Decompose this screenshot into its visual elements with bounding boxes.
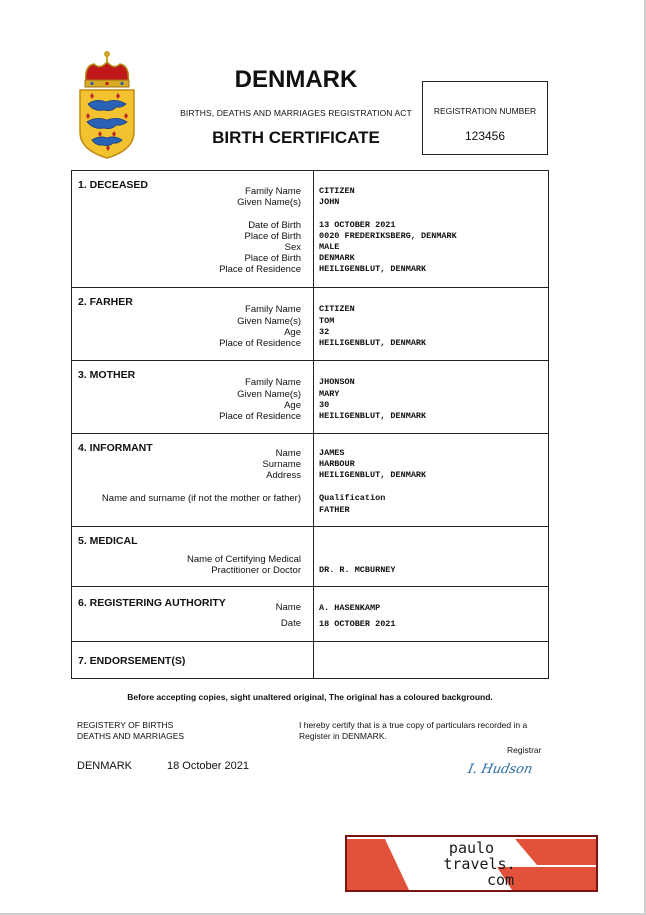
- watermark-text: [347, 840, 596, 888]
- mother-value: JHONSON: [319, 377, 355, 387]
- authority-value: A. HASENKAMP: [319, 603, 381, 613]
- mother-label: Given Name(s): [237, 389, 301, 400]
- table-column-divider: [313, 171, 314, 678]
- registry-line: DEATHS AND MARRIAGES: [77, 731, 185, 741]
- section-heading-registering-authority: 6. REGISTERING AUTHORITY: [78, 597, 226, 609]
- father-value: CITIZEN: [319, 304, 355, 314]
- father-label: Place of Residence: [219, 338, 301, 349]
- deceased-value: JOHN: [319, 197, 340, 207]
- authority-value: 18 OCTOBER 2021: [319, 619, 396, 629]
- informant-label: Name and surname (if not the mother or father): [101, 493, 301, 504]
- certification-statement: [299, 720, 527, 742]
- table-row-divider: [72, 526, 548, 527]
- section-heading-endorsement: 7. ENDORSEMENT(S): [78, 655, 186, 667]
- informant-qualification-label: Qualification: [319, 493, 386, 503]
- section-heading-deceased: 1. DECEASED: [78, 179, 149, 191]
- table-row-divider: [72, 360, 548, 361]
- table-row-divider: [72, 287, 548, 288]
- deceased-value: MALE: [319, 242, 340, 252]
- table-row-divider: [72, 433, 548, 434]
- deceased-value: 13 OCTOBER 2021: [319, 220, 396, 230]
- father-value: HEILIGENBLUT, DENMARK: [319, 338, 427, 348]
- watermark-line: com: [486, 871, 515, 889]
- informant-value: JAMES: [319, 448, 345, 458]
- particulars-table: [71, 170, 549, 679]
- section-heading-mother: 3. MOTHER: [78, 369, 136, 381]
- certificate-title: BIRTH CERTIFICATE: [212, 128, 380, 147]
- registration-number-value: 123456: [464, 129, 506, 143]
- informant-label: Address: [266, 470, 301, 481]
- original-copy-note: Before accepting copies, sight unaltered original, The original has a coloured background.: [127, 692, 493, 702]
- deceased-value: 0020 FREDERIKSBERG, DENMARK: [319, 231, 457, 241]
- certification-line: I hereby certify that is a true copy of particulars recorded in a: [299, 720, 528, 730]
- registrar-signature: I. Hudson: [466, 762, 534, 777]
- table-row-divider: [72, 641, 548, 642]
- mother-label: Place of Residence: [219, 411, 301, 422]
- deceased-label: Sex: [284, 242, 301, 253]
- father-label: Family Name: [245, 304, 301, 315]
- medical-label: Practitioner or Doctor: [211, 565, 301, 576]
- deceased-value: HEILIGENBLUT, DENMARK: [319, 264, 427, 274]
- informant-value: HEILIGENBLUT, DENMARK: [319, 470, 427, 480]
- deceased-value: DENMARK: [319, 253, 355, 263]
- father-value: TOM: [319, 316, 335, 326]
- mother-label: Age: [284, 400, 301, 411]
- medical-value: DR. R. MCBURNEY: [319, 565, 396, 575]
- deceased-label: Place of Birth: [244, 231, 301, 242]
- table-row-divider: [72, 586, 548, 587]
- section-heading-medical: 5. MEDICAL: [78, 535, 138, 547]
- informant-label: Surname: [262, 459, 301, 470]
- issue-place: DENMARK: [77, 760, 133, 772]
- issue-date: 18 October 2021: [167, 760, 249, 772]
- deceased-label: Date of Birth: [248, 220, 301, 231]
- registration-number-label: REGISTRATION NUMBER: [433, 106, 537, 116]
- mother-value: 30: [319, 400, 330, 410]
- informant-value: FATHER: [319, 505, 350, 515]
- deceased-label: Given Name(s): [237, 197, 301, 208]
- deceased-label: Family Name: [245, 186, 301, 197]
- father-label: Age: [284, 327, 301, 338]
- section-heading-father: 2. FARHER: [78, 296, 133, 308]
- deceased-value: CITIZEN: [319, 186, 355, 196]
- authority-label: Date: [280, 618, 301, 629]
- mother-label: Family Name: [245, 377, 301, 388]
- danish-coat-of-arms-icon: [76, 50, 138, 160]
- informant-value: HARBOUR: [319, 459, 355, 469]
- registrar-label: Registrar: [507, 745, 542, 755]
- mother-value: HEILIGENBLUT, DENMARK: [319, 411, 427, 421]
- act-subtitle: BIRTHS, DEATHS AND MARRIAGES REGISTRATION ACT: [180, 108, 412, 118]
- deceased-label: Place of Birth: [244, 253, 301, 264]
- father-label: Given Name(s): [237, 316, 301, 327]
- registration-number-box: [422, 81, 548, 155]
- authority-label: Name: [275, 602, 301, 613]
- section-heading-informant: 4. INFORMANT: [78, 442, 153, 454]
- father-value: 32: [319, 327, 330, 337]
- registry-name: [77, 720, 184, 742]
- watermark-line: travels.: [443, 855, 516, 873]
- registry-line: REGISTERY OF BIRTHS: [77, 720, 174, 730]
- paulo-travels-watermark-logo: [345, 835, 598, 892]
- certification-line: Register in DENMARK.: [299, 731, 387, 741]
- deceased-label: Place of Residence: [219, 264, 301, 275]
- country-heading: DENMARK: [234, 66, 358, 93]
- medical-label: Name of Certifying Medical: [186, 554, 301, 565]
- mother-value: MARY: [319, 389, 340, 399]
- informant-label: Name: [275, 448, 301, 459]
- watermark-line: paulo: [448, 839, 495, 857]
